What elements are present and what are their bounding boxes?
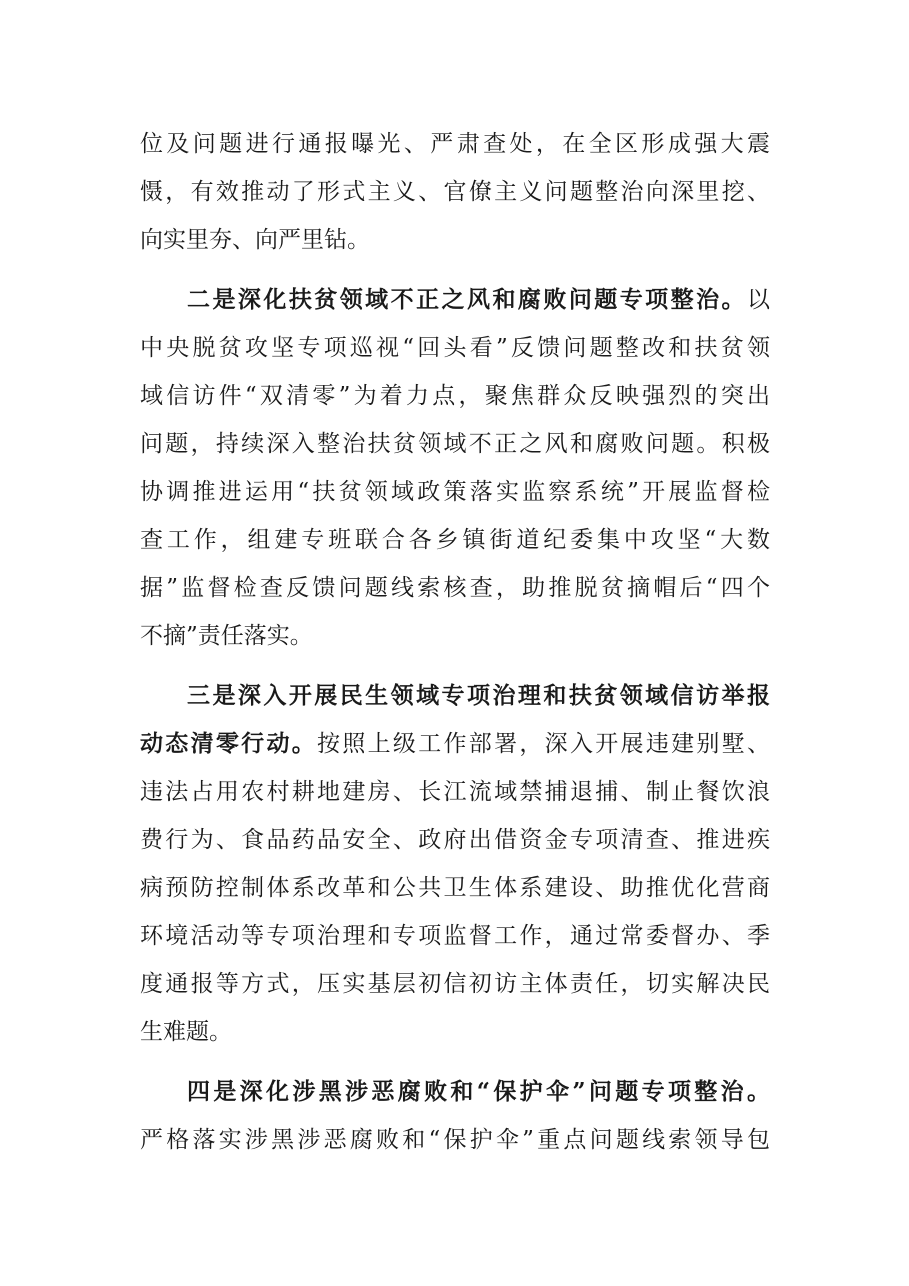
- text-line: [140, 916, 770, 956]
- text-segment: 协调推进运用“扶贫领域政策落实监察系统”开展监督检: [140, 479, 770, 505]
- paragraph-heading: 三是深入开展民生领域专项治理和扶贫领域信访举报: [187, 682, 770, 709]
- text-segment: 据”监督检查反馈问题线索核查，助推脱贫摘帽后“四个: [140, 575, 770, 601]
- text-line: [140, 220, 770, 260]
- text-segment: 查工作，组建专班联合各乡镇街道纪委集中攻坚“大数: [140, 527, 770, 553]
- paragraph-heading-line: [187, 280, 770, 320]
- text-segment: 中央脱贫攻坚专项巡视“回头看”反馈问题整改和扶贫领: [140, 335, 770, 361]
- text-line: [140, 964, 770, 1004]
- text-segment: 严格落实涉黑涉恶腐败和“保护伞”重点问题线索领导包: [140, 1127, 770, 1153]
- paragraph-heading-line: [187, 676, 770, 716]
- text-segment: 域信访件“双清零”为着力点，聚焦群众反映强烈的突出: [140, 383, 770, 409]
- text-line: [140, 376, 770, 416]
- text-segment: 费行为、食品药品安全、政府出借资金专项清查、推进疾: [140, 827, 770, 853]
- text-segment: 问题，持续深入整治扶贫领域不正之风和腐败问题。积极: [140, 431, 770, 457]
- text-line: [140, 424, 770, 464]
- text-line: [140, 868, 770, 908]
- text-segment: 不摘”责任落实。: [140, 623, 313, 649]
- paragraph-heading-line: [187, 1072, 770, 1112]
- text-line: [140, 568, 770, 608]
- text-line: [140, 472, 770, 512]
- text-segment: 慑，有效推动了形式主义、官僚主义问题整治向深里挖、: [140, 179, 770, 205]
- text-segment: 生难题。: [140, 1019, 232, 1045]
- text-line: [140, 1120, 770, 1160]
- text-line: [140, 820, 770, 860]
- text-line: [140, 328, 770, 368]
- paragraph-heading-line: [140, 724, 770, 764]
- text-segment: 以: [747, 287, 770, 313]
- text-line: [140, 772, 770, 812]
- text-line: [140, 172, 770, 212]
- text-segment: 违法占用农村耕地建房、长江流域禁捕退捕、制止餐饮浪: [140, 779, 770, 805]
- text-segment: 位及问题进行通报曝光、严肃查处，在全区形成强大震: [140, 131, 770, 157]
- text-line: [140, 124, 770, 164]
- paragraph-heading: 二是深化扶贫领域不正之风和腐败问题专项整治。: [187, 286, 747, 313]
- text-segment: 向实里夯、向严里钻。: [140, 227, 370, 253]
- text-segment: 病预防控制体系改革和公共卫生体系建设、助推优化营商: [140, 875, 770, 901]
- text-segment: 环境活动等专项治理和专项监督工作，通过常委督办、季: [140, 923, 770, 949]
- text-segment: 度通报等方式，压实基层初信初访主体责任，切实解决民: [140, 971, 770, 997]
- text-line: [140, 1012, 770, 1052]
- paragraph-heading: 动态清零行动。: [140, 730, 318, 757]
- text-line: [140, 616, 770, 656]
- paragraph-heading: 四是深化涉黑涉恶腐败和“保护伞”问题专项整治。: [187, 1078, 770, 1105]
- text-segment: 按照上级工作部署，深入开展违建别墅、: [317, 731, 771, 757]
- text-line: [140, 520, 770, 560]
